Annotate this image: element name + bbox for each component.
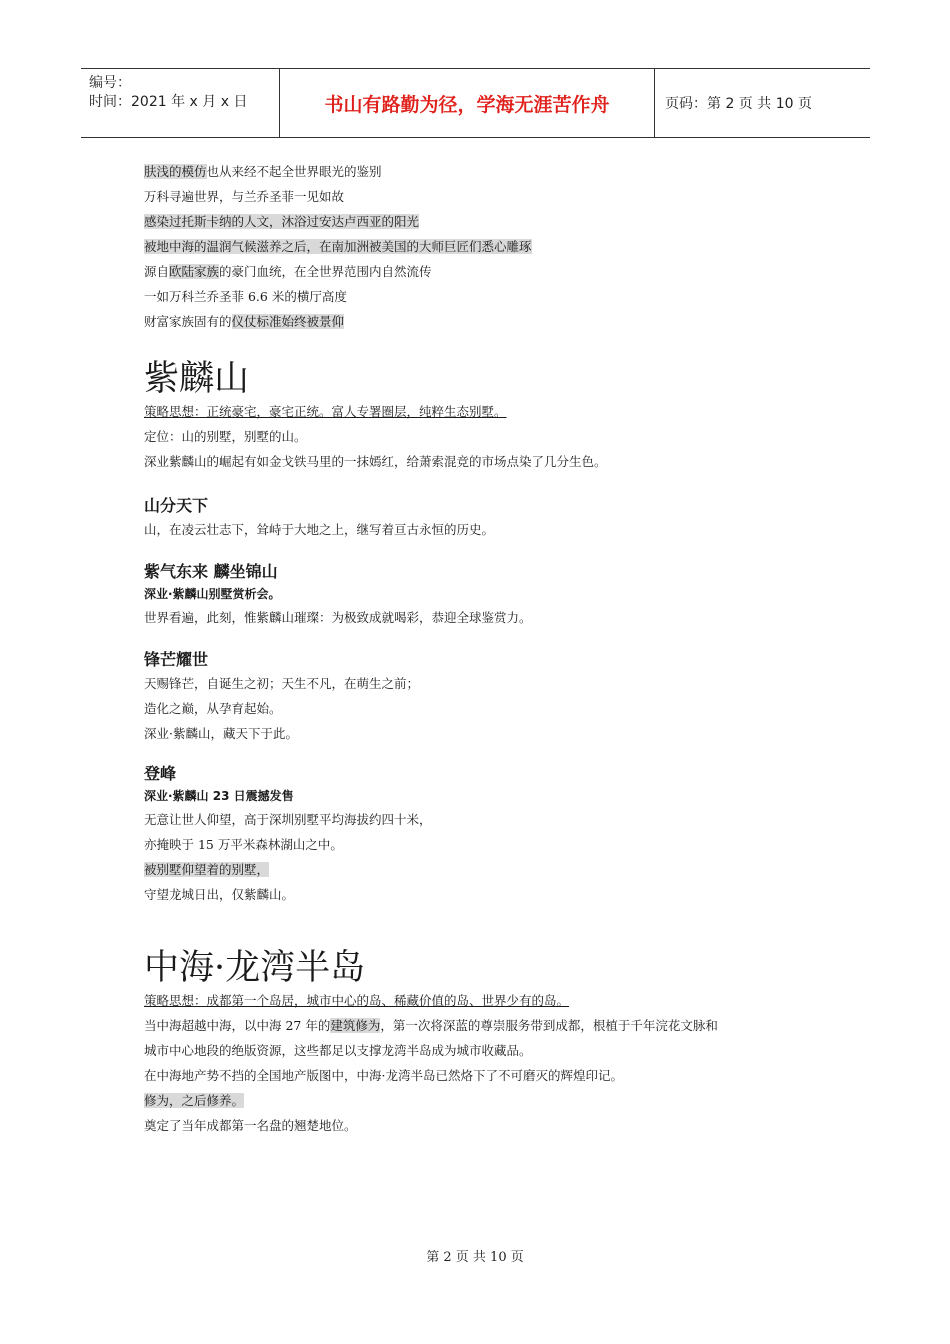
intro-line: 一如万科兰乔圣菲 6.6 米的横厅高度 — [144, 289, 347, 304]
section-title-zilinshan: 紫麟山 — [144, 359, 250, 399]
body-line: 亦掩映于 15 万平米森林湖山之中。 — [144, 837, 343, 852]
intro-line — [144, 309, 834, 334]
highlight-text: 被别墅仰望着的别墅， — [144, 862, 270, 877]
subheading: 登峰 — [144, 764, 177, 783]
body-line: 天赐锋芒，自诞生之初；天生不凡，在萌生之前； — [144, 676, 420, 691]
text-run: ，第一次将深蓝的尊崇服务带到成都，根植于千年浣花文脉和 — [380, 1018, 718, 1033]
intro-line — [144, 234, 834, 259]
text-run: 当中海超越中海，以中海 27 年的 — [144, 1018, 331, 1033]
body-line: 奠定了当年成都第一名盘的翘楚地位。 — [144, 1118, 357, 1133]
highlight-text: 感染过托斯卡纳的人文，沐浴过安达卢西亚的阳光 — [144, 214, 420, 229]
highlight-text: 建筑修为 — [330, 1018, 381, 1033]
subheading: 山分天下 — [144, 496, 209, 515]
date-line: 时间：2021 年 x 月 x 日 — [89, 94, 248, 110]
header-motto: 书山有路勤为径，学海无涯苦作舟 — [280, 69, 655, 137]
page-footer: 第 2 页 共 10 页 — [426, 1250, 524, 1265]
text-run: 财富家族固有的 — [144, 314, 232, 329]
text-run: 的豪门血统，在全世界范围内自然流传 — [219, 264, 432, 279]
body-line: 世界看遍，此刻，惟紫麟山璀璨：为极致成就喝彩，恭迎全球鉴赏力。 — [144, 610, 532, 625]
page-header — [81, 68, 870, 138]
body-line: 无意让世人仰望，高于深圳别墅平均海拔约四十米， — [144, 812, 432, 827]
highlight-text: 仪仗标准始终被景仰 — [231, 314, 345, 329]
intro-line — [144, 159, 834, 184]
highlight-text: 修为，之后修养。 — [144, 1093, 245, 1108]
document-body — [144, 159, 834, 1138]
positioning-line: 定位：山的别墅，别墅的山。 — [144, 429, 307, 444]
body-line: 守望龙城日出，仅紫麟山。 — [144, 887, 295, 902]
section-title-zhonghai: 中海·龙湾半岛 — [144, 948, 366, 988]
intro-line — [144, 259, 834, 284]
body-line — [144, 1013, 834, 1038]
body-line — [144, 1088, 834, 1113]
highlight-text: 欧陆家族 — [169, 264, 220, 279]
body-line: 深业·紫麟山，藏天下于此。 — [144, 726, 298, 741]
highlight-text: 肤浅的模仿 — [144, 164, 207, 179]
subheading: 紫气东来 麟坐锦山 — [144, 562, 278, 581]
header-page-cell — [655, 69, 870, 137]
subheading: 锋芒耀世 — [144, 650, 209, 669]
intro-line: 万科寻遍世界，与兰乔圣菲一见如故 — [144, 189, 345, 204]
strategy-line: 策略思想：成都第一个岛居，城市中心的岛、稀藏价值的岛、世界少有的岛。 — [144, 993, 570, 1008]
body-line: 城市中心地段的绝版资源，这些都足以支撑龙湾半岛成为城市收藏品。 — [144, 1043, 532, 1058]
body-line: 在中海地产势不挡的全国地产版图中，中海·龙湾半岛已然烙下了不可磨灭的辉煌印记。 — [144, 1068, 623, 1083]
header-meta-cell — [81, 69, 280, 137]
bold-caption: 深业·紫麟山 23 日震撼发售 — [144, 789, 294, 803]
body-line: 造化之巅，从孕育起始。 — [144, 701, 282, 716]
strategy-line: 策略思想：正统豪宅，豪宅正统。富人专署圈层，纯粹生态别墅。 — [144, 404, 507, 419]
text-run: 源自 — [144, 264, 170, 279]
bold-caption: 深业·紫麟山别墅赏析会。 — [144, 587, 281, 601]
description-line: 深业紫麟山的崛起有如金戈铁马里的一抹嫣红，给萧索混竞的市场点染了几分生色。 — [144, 454, 607, 469]
highlight-text: 被地中海的温润气候滋养之后，在南加洲被美国的大师巨匠们悉心雕琢 — [144, 239, 532, 254]
intro-line — [144, 209, 834, 234]
text-run: 也从来经不起全世界眼光的鉴别 — [206, 164, 382, 179]
body-line: 山，在凌云壮志下，耸峙于大地之上，继写着亘古永恒的历史。 — [144, 522, 495, 537]
body-line — [144, 857, 834, 882]
number-label: 编号： — [89, 75, 131, 91]
header-page-info: 页码：第 2 页 共 10 页 — [665, 96, 812, 112]
